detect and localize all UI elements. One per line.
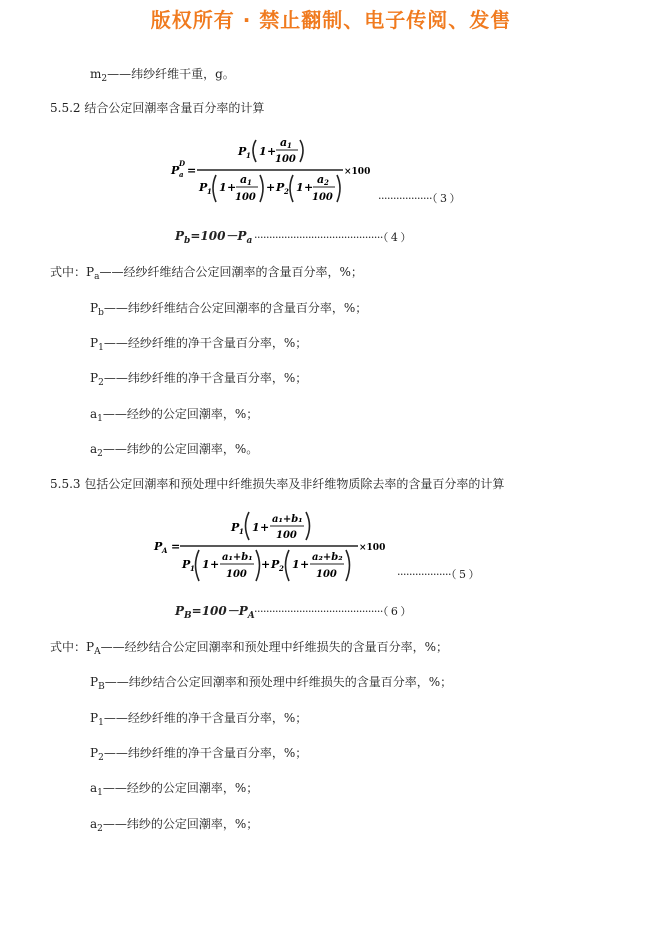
def2-row-5 [90, 816, 258, 837]
eq5-num-plus: + [260, 521, 270, 534]
def1-row-2 [90, 335, 307, 356]
eq3-den-a1-sub: 1 [247, 178, 252, 187]
def-text: ——纬纱结合公定回潮率和预处理中纤维损失的含量百分率，%； [104, 675, 453, 689]
def1-row-4 [90, 406, 258, 427]
eq4-lhs: P [175, 229, 185, 243]
eq5-number: （ 5 ） [450, 568, 479, 581]
def-text: ——纬纱纤维的净干含量百分率，%； [103, 371, 308, 385]
eq5-times100: ×100 [359, 543, 386, 553]
eq4-rhs: =100－P [190, 229, 247, 243]
equation-4 [175, 228, 252, 249]
eq3-den-100-b: 100 [312, 192, 333, 203]
def-text: ——纬纱纤维的净干含量百分率，%； [103, 746, 308, 760]
def-sub: b [98, 308, 104, 318]
eq3-number: （ 3 ） [431, 192, 460, 205]
eq3-leader [378, 190, 460, 206]
eq5-leader [397, 566, 479, 582]
def-prefix: 式中： [50, 640, 87, 654]
def-symbol: a [90, 781, 98, 795]
eq5-den-p2: P [271, 558, 280, 571]
def-symbol: P [90, 301, 99, 315]
def-prefix: 式中： [50, 265, 87, 279]
eq5-lhs-sub: A [162, 546, 168, 555]
eq5-den-plus-mid: + [261, 558, 271, 571]
eq4-leader [254, 229, 411, 245]
eq3-num-p: P [238, 145, 247, 158]
def-sub: 1 [97, 788, 103, 798]
def-text: ——经纱结合公定回潮率和预处理中纤维损失的含量百分率，%； [100, 640, 448, 654]
eq5-den-100-a: 100 [226, 569, 247, 580]
def-text: ——纬纱纤维结合公定回潮率的含量百分率，%； [103, 301, 368, 315]
eq4-lhs-sub: b [184, 236, 191, 246]
eq3-den-plus-mid: + [266, 181, 276, 194]
eq5-dots: ·················· [397, 568, 451, 581]
eq5-num-a1b1: a₁+b₁ [272, 514, 303, 525]
eq3-num-a1-sub: 1 [287, 141, 292, 150]
eq3-dots: ·················· [378, 192, 432, 205]
eq6-leader [254, 603, 411, 619]
def-sub: 1 [98, 718, 104, 728]
eq5-den-p1: P [182, 558, 191, 571]
equation-6 [175, 603, 255, 624]
eq5-num-p1: P [231, 521, 240, 534]
eq3-num-paren-left [253, 140, 256, 162]
eq3-den-p2-sub: 2 [284, 187, 289, 196]
eq3-equals: = [187, 164, 197, 177]
eq6-rhs-sub: A [247, 611, 255, 621]
eq5-lhs: P [154, 540, 163, 553]
eq6-rhs: =100－P [191, 604, 248, 618]
eq3-num-paren-right [300, 140, 303, 162]
def-symbol: P [90, 336, 99, 350]
eq3-lhs-sub: a [179, 170, 184, 179]
def2-row-1 [90, 674, 452, 695]
def1-row-1 [90, 300, 367, 321]
def-sub: A [94, 647, 101, 657]
eq5-den-p2-sub: 2 [279, 564, 284, 573]
def-text: ——经纱的公定回潮率，%； [102, 407, 259, 421]
eq4-dots: ··········································· [254, 231, 383, 244]
def-symbol: P [86, 640, 95, 654]
eq5-num-p1-sub: 1 [239, 527, 244, 536]
eq6-dots: ··········································· [254, 605, 383, 618]
def-sub: B [98, 682, 105, 692]
eq3-num-a1: a [280, 136, 288, 149]
def1-row-3 [90, 370, 307, 391]
eq3-den-one-a: 1 [219, 181, 227, 194]
def-sub: 2 [97, 824, 103, 834]
eq3-den-p1-sub: 1 [207, 187, 212, 196]
eq3-den-a2-sub: 2 [324, 178, 329, 187]
def-symbol: P [90, 675, 99, 689]
eq5-den-plus-b: + [300, 558, 310, 571]
eq5-den-p1-sub: 1 [190, 564, 195, 573]
eq5-den-one-a: 1 [202, 558, 210, 571]
eq5-equals: = [171, 540, 181, 553]
def-text: ——纬纱的公定回潮率，%。 [102, 442, 259, 456]
eq6-lhs-sub: B [184, 611, 192, 621]
def1-row-5 [90, 441, 258, 462]
eq3-num-plus: + [267, 145, 277, 158]
equation-3 [165, 128, 380, 210]
symbol-subscript: 2 [101, 74, 108, 84]
eq3-num-one: 1 [259, 145, 267, 158]
eq5-num-100: 100 [276, 530, 297, 541]
def-sub: 2 [98, 378, 104, 388]
symbol: m [90, 67, 102, 81]
def-symbol: a [90, 407, 98, 421]
equation-5 [150, 504, 395, 588]
eq5-num-one: 1 [252, 521, 260, 534]
eq6-lhs: P [175, 604, 185, 618]
eq3-den-a1: a [240, 173, 248, 186]
eq3-lhs: P [171, 164, 180, 177]
definition-text: ——纬纱纤维干重，g。 [107, 67, 235, 81]
def-text: ——经纱纤维结合公定回潮率的含量百分率，%； [99, 265, 363, 279]
eq4-number: （ 4 ） [382, 231, 411, 244]
eq3-den-plus-b: + [304, 181, 314, 194]
copyright-banner: 版权所有 · 禁止翻制、电子传阅、发售 [150, 8, 512, 32]
section-heading-5-5-2: 5.5.2 结合公定回潮率含量百分率的计算 [50, 101, 265, 115]
section-heading-5-5-3: 5.5.3 包括公定回潮率和预处理中纤维损失率及非纤维物质除去率的含量百分率的计算 [50, 477, 505, 491]
eq3-num-p-sub: 1 [246, 151, 251, 160]
eq3-times100: ×100 [344, 167, 371, 177]
eq3-den-p1: P [199, 181, 208, 194]
definition-m2 [90, 66, 235, 87]
def-text: ——经纱纤维的净干含量百分率，%； [103, 336, 308, 350]
eq3-num-100: 100 [275, 154, 296, 165]
def-text: ——纬纱的公定回潮率，%； [102, 817, 259, 831]
def2-row-2 [90, 710, 307, 731]
eq3-den-plus-a: + [227, 181, 237, 194]
eq5-den-plus-a: + [210, 558, 220, 571]
def-symbol: P [86, 265, 95, 279]
def2-row-4 [90, 780, 258, 801]
eq3-den-100-a: 100 [235, 192, 256, 203]
def1-row-0 [50, 264, 363, 285]
def-sub: 2 [98, 753, 104, 763]
def-symbol: a [90, 442, 98, 456]
eq3-den-p2: P [276, 181, 285, 194]
def-symbol: P [90, 746, 99, 760]
eq5-den-a1b1: a₁+b₁ [222, 552, 253, 563]
eq5-den-100-b: 100 [316, 569, 337, 580]
def-text: ——经纱纤维的净干含量百分率，%； [103, 711, 308, 725]
def-sub: 1 [97, 414, 103, 424]
eq3-den-a2: a [317, 173, 325, 186]
def-sub: 1 [98, 343, 104, 353]
def2-row-3 [90, 745, 307, 766]
eq4-rhs-sub: a [246, 236, 253, 246]
eq6-number: （ 6 ） [382, 605, 411, 618]
eq5-den-a2b2: a₂+b₂ [312, 552, 343, 563]
eq3-den-one-b: 1 [296, 181, 304, 194]
def-symbol: P [90, 711, 99, 725]
def-text: ——经纱的公定回潮率，%； [102, 781, 259, 795]
def2-row-0 [50, 639, 448, 660]
eq5-den-one-b: 1 [292, 558, 300, 571]
def-sub: 2 [97, 449, 103, 459]
def-symbol: a [90, 817, 98, 831]
def-symbol: P [90, 371, 99, 385]
def-sub: a [94, 272, 100, 282]
eq3-lhs-sup: D [179, 159, 186, 168]
